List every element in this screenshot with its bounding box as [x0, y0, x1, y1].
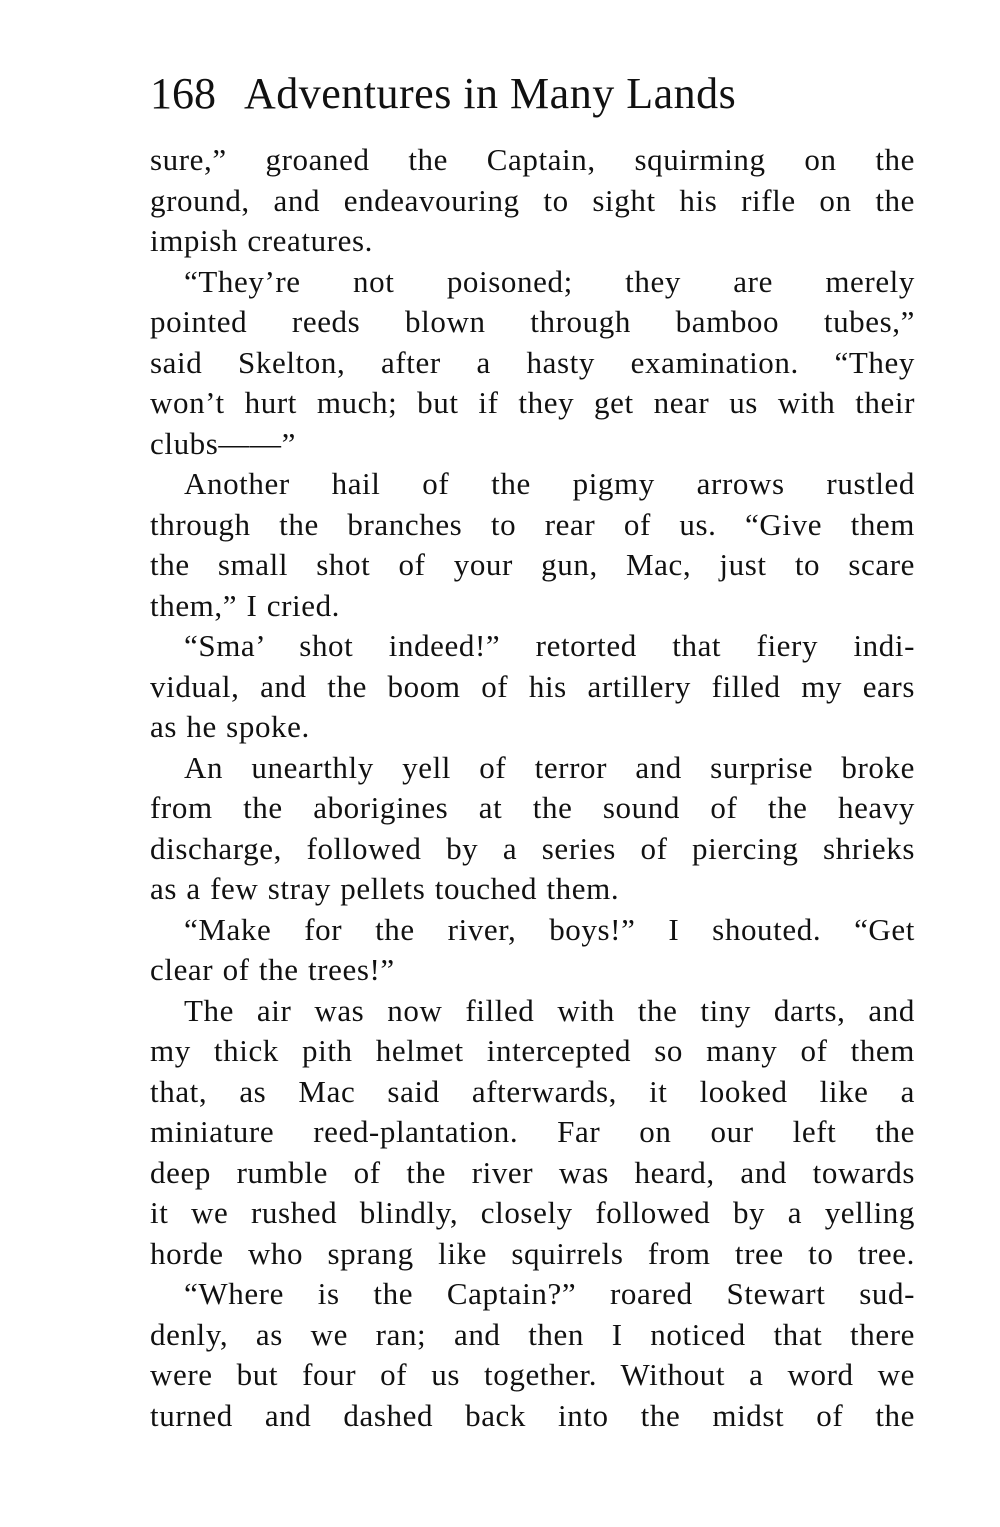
- text-line: as a few stray pellets touched them.: [150, 871, 620, 906]
- running-head: [150, 64, 910, 124]
- running-title: Adventures in Many Lands: [244, 69, 737, 118]
- text-line: horde who sprang like squirrels from tree to tree.: [150, 1235, 915, 1271]
- text-line: my thick pith helmet intercepted so many of them: [150, 1033, 915, 1068]
- text-line: Another hail of the pigmy arrows rustled: [184, 466, 915, 501]
- text-line: impish creatures.: [150, 223, 373, 258]
- body-text: [150, 140, 915, 1436]
- text-line: “They’re not poisoned; they are merely: [184, 263, 915, 299]
- text-line: “Sma’ shot indeed!” retorted that fiery indi-: [184, 628, 915, 663]
- text-line: The air was now filled with the tiny darts, and: [184, 992, 915, 1028]
- text-line: clear of the trees!”: [150, 952, 395, 987]
- text-line: miniature reed-plantation. Far on our left the: [150, 1114, 915, 1149]
- text-line: were but four of us together. Without a word we: [150, 1357, 915, 1392]
- text-line: won’t hurt much; but if they get near us with their: [150, 385, 915, 420]
- text-line: clubs——”: [150, 425, 296, 461]
- text-line: denly, as we ran; and then I noticed that there: [150, 1316, 915, 1352]
- text-line: as he spoke.: [150, 709, 310, 744]
- page-number: 168: [150, 69, 216, 118]
- text-line: ground, and endeavouring to sight his rifle on the: [150, 182, 915, 218]
- text-line: deep rumble of the river was heard, and towards: [150, 1154, 915, 1190]
- text-line: it we rushed blindly, closely followed by a yelling: [150, 1195, 915, 1230]
- text-line: “Where is the Captain?” roared Stewart sud-: [184, 1276, 915, 1311]
- text-line: that, as Mac said afterwards, it looked like a: [150, 1073, 915, 1109]
- text-line: An unearthly yell of terror and surprise broke: [184, 749, 915, 785]
- text-line: turned and dashed back into the midst of the: [150, 1397, 915, 1433]
- text-line: the small shot of your gun, Mac, just to scare: [150, 547, 915, 582]
- text-line: from the aborigines at the sound of the heavy: [150, 790, 915, 825]
- text-line: sure,” groaned the Captain, squirming on the: [150, 142, 915, 177]
- text-line: through the branches to rear of us. “Give them: [150, 506, 915, 542]
- text-line: pointed reeds blown through bamboo tubes,”: [150, 304, 915, 339]
- text-line: discharge, followed by a series of piercing shrieks: [150, 830, 915, 866]
- text-line: “Make for the river, boys!” I shouted. “Get: [184, 911, 915, 947]
- text-line: said Skelton, after a hasty examination. “They: [150, 344, 915, 380]
- text-line: vidual, and the boom of his artillery filled my ears: [150, 668, 915, 704]
- text-line: them,” I cried.: [150, 587, 341, 623]
